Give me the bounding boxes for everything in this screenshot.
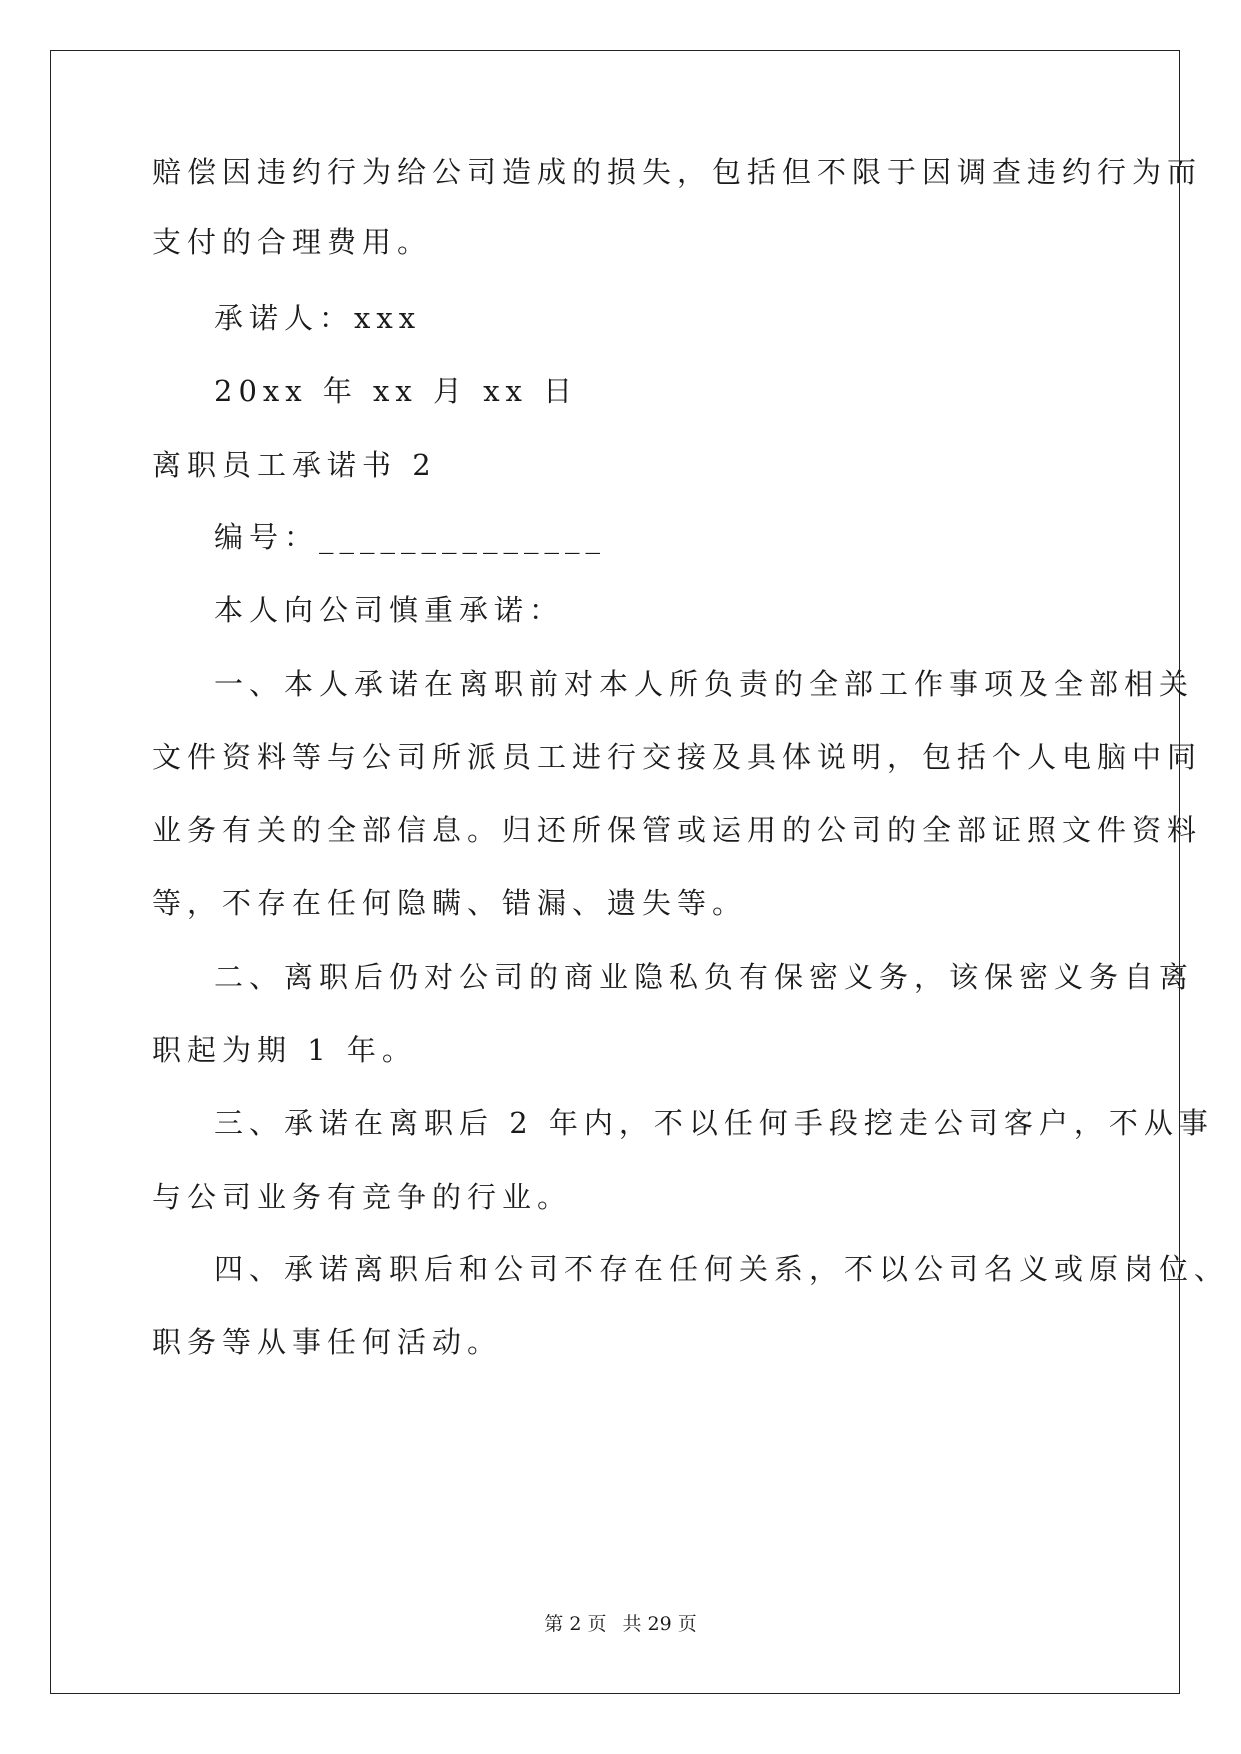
paragraph-line: 一、本人承诺在离职前对本人所负责的全部工作事项及全部相关 bbox=[214, 667, 1195, 701]
paragraph-line: 支付的合理费用。 bbox=[152, 225, 433, 259]
paragraph-line: 等，不存在任何隐瞒、错漏、遗失等。 bbox=[152, 886, 748, 920]
signer-line: 承诺人：xxx bbox=[214, 301, 422, 335]
paragraph-line: 二、离职后仍对公司的商业隐私负有保密义务，该保密义务自离 bbox=[214, 960, 1195, 994]
paragraph-line: 文件资料等与公司所派员工进行交接及具体说明，包括个人电脑中同 bbox=[152, 740, 1203, 774]
section-title: 离职员工承诺书 2 bbox=[152, 448, 437, 482]
page-frame bbox=[50, 50, 1180, 1694]
page-total: 共 29 页 bbox=[622, 1613, 697, 1635]
paragraph-line: 与公司业务有竞争的行业。 bbox=[152, 1180, 573, 1214]
paragraph-line: 四、承诺离职后和公司不存在任何关系，不以公司名义或原岗位、 bbox=[214, 1252, 1230, 1286]
paragraph-line: 职起为期 1 年。 bbox=[152, 1033, 417, 1067]
paragraph-line: 业务有关的全部信息。归还所保管或运用的公司的全部证照文件资料 bbox=[152, 813, 1203, 847]
page-footer bbox=[0, 1612, 1241, 1636]
number-field-line: 编号：______________ bbox=[214, 520, 607, 554]
paragraph-line: 职务等从事任何活动。 bbox=[152, 1325, 503, 1359]
paragraph-line: 三、承诺在离职后 2 年内，不以任何手段挖走公司客户，不从事 bbox=[214, 1106, 1214, 1140]
paragraph-line: 赔偿因违约行为给公司造成的损失，包括但不限于因调查违约行为而 bbox=[152, 155, 1203, 189]
paragraph-line: 本人向公司慎重承诺： bbox=[214, 593, 565, 627]
page-number: 第 2 页 bbox=[544, 1613, 607, 1635]
date-line: 20xx 年 xx 月 xx 日 bbox=[214, 374, 579, 408]
